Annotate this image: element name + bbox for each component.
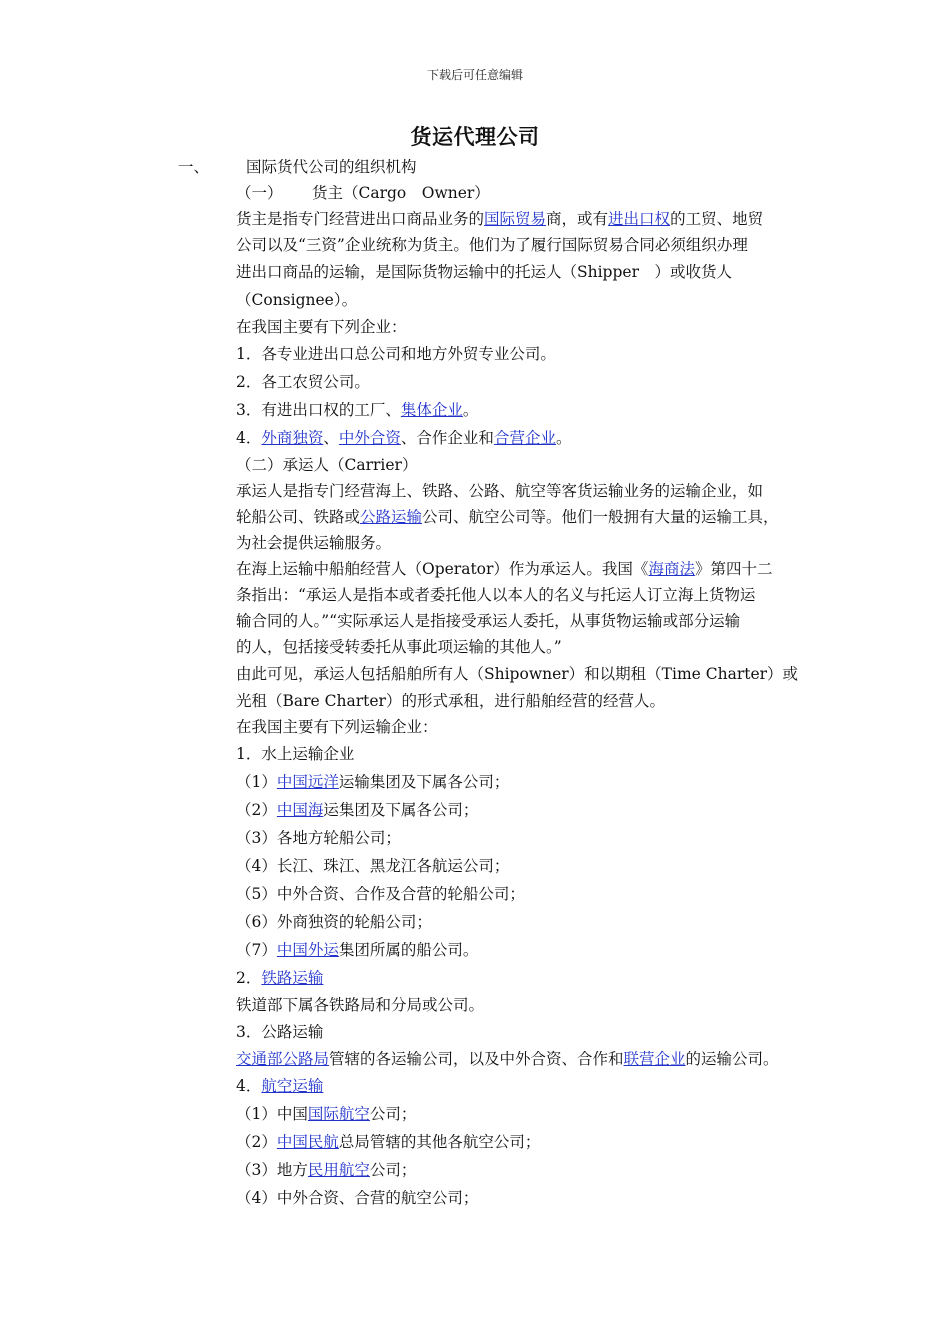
- link-international-airline[interactable]: 国际航空: [307, 1105, 370, 1123]
- text-span: 、合作企业和: [400, 429, 494, 447]
- paragraph-4-line-1: 由此可见，承运人包括船舶所有人（Shipowner）和以期租（Time Charter）或: [236, 665, 799, 683]
- document-title: 货运代理公司: [410, 124, 540, 149]
- text-span: （2）: [236, 1133, 277, 1151]
- section-title: 国际货代公司的组织机构: [246, 158, 417, 176]
- paragraph-2-line-3: 为社会提供运输服务。: [236, 534, 392, 552]
- text-span: 4．: [236, 429, 262, 447]
- link-wholly-foreign-owned[interactable]: 外商独资: [261, 429, 324, 447]
- text-span: 集团所属的船公司。: [338, 941, 479, 959]
- page-header-note: 下载后可任意编辑: [426, 68, 523, 82]
- paragraph-1-line-1: [236, 206, 836, 232]
- list-2-water-item-7: [236, 936, 836, 964]
- paragraph-4-line-2: 光租（Bare Charter）的形式承租，进行船舶经营的经营人。: [236, 692, 665, 710]
- list-2-road-description: [236, 1046, 836, 1072]
- section-number: 一、: [178, 158, 210, 176]
- link-associated-enterprise[interactable]: 联营企业: [623, 1050, 686, 1068]
- list-2-water-item-4: （4）长江、珠江、黑龙江各航运公司；: [236, 857, 510, 875]
- link-international-trade[interactable]: 国际贸易: [484, 210, 547, 228]
- list-1-item-3: [236, 396, 836, 424]
- text-span: 的工贸、地贸: [670, 210, 764, 228]
- list-2-air-heading: [236, 1072, 836, 1100]
- text-span: 公司；: [369, 1161, 417, 1179]
- text-span: 货主是指专门经营进出口商品业务的: [236, 210, 485, 228]
- paragraph-3-line-2: 条指出：“承运人是指本或者委托他人以本人的名义与托运人订立海上货物运: [236, 586, 756, 604]
- text-span: 管辖的各运输公司，以及中外合资、合作和: [329, 1050, 624, 1068]
- subsection-heading-1: [236, 180, 836, 206]
- paragraph-3-line-4: 的人，包括接受转委托从事此项运输的其他人。”: [236, 638, 562, 656]
- list-2-air-item-4: （4）中外合资、合营的航空公司；: [236, 1189, 479, 1207]
- text-span: 、: [323, 429, 339, 447]
- list-2-air-item-3: [236, 1156, 836, 1184]
- link-collective-enterprise[interactable]: 集体企业: [400, 401, 463, 419]
- paragraph-3-line-3: 输合同的人。”“实际承运人是指接受承运人委托，从事货物运输或部分运输: [236, 612, 741, 630]
- list-2-road-heading: 3．公路运输: [236, 1023, 324, 1041]
- list-2-water-item-3: （3）各地方轮船公司；: [236, 829, 401, 847]
- document-body: [178, 154, 836, 1212]
- list-2-intro: 在我国主要有下列运输企业：: [236, 718, 438, 736]
- link-sinotrans[interactable]: 中国外运: [276, 941, 339, 959]
- text-span: 》第四十二: [694, 560, 773, 578]
- text-span: 2．: [236, 969, 262, 987]
- text-span: 4．: [236, 1077, 262, 1095]
- list-2-air-item-1: [236, 1100, 836, 1128]
- list-2-air-item-2: [236, 1128, 836, 1156]
- text-span: 公司；: [369, 1105, 417, 1123]
- list-2-water-item-6: （6）外商独资的轮船公司；: [236, 913, 432, 931]
- link-import-export-right[interactable]: 进出口权: [608, 210, 671, 228]
- link-sino-foreign-joint-venture[interactable]: 中外合资: [338, 429, 401, 447]
- link-civil-aviation[interactable]: 民用航空: [307, 1161, 370, 1179]
- text-span: 。: [462, 401, 479, 419]
- text-span: 公司、航空公司等。他们一般拥有大量的运输工具，: [422, 508, 779, 526]
- paragraph-2-line-2: [236, 504, 836, 530]
- paragraph-2-line-1: 承运人是指专门经营海上、铁路、公路、航空等客货运输业务的运输企业，如: [236, 482, 764, 500]
- text-span: 商，或有: [546, 210, 609, 228]
- paragraph-1-line-2: 公司以及“三资”企业统称为货主。他们为了履行国际贸易合同必须组织办理: [236, 236, 748, 254]
- list-2-rail-description: 铁道部下属各铁路局和分局或公司。: [236, 996, 485, 1014]
- text-span: （1）中国: [236, 1105, 308, 1123]
- paragraph-1-line-4: （Consignee）。: [236, 291, 358, 309]
- link-railway-transport[interactable]: 铁路运输: [261, 969, 324, 987]
- text-span: 的运输公司。: [685, 1050, 779, 1068]
- link-caac[interactable]: 中国民航: [276, 1133, 339, 1151]
- link-air-transport[interactable]: 航空运输: [261, 1077, 324, 1095]
- subsection-title: 货主（Cargo Owner）: [312, 184, 490, 202]
- link-road-transport[interactable]: 公路运输: [360, 508, 423, 526]
- link-china-shipping[interactable]: 中国海: [276, 801, 324, 819]
- text-span: 总局管辖的其他各航空公司；: [338, 1133, 541, 1151]
- text-span: （1）: [236, 773, 277, 791]
- list-1-item-2: 2．各工农贸公司。: [236, 373, 370, 391]
- text-span: （7）: [236, 941, 277, 959]
- list-1-item-4: [236, 424, 836, 452]
- list-1-item-1: 1．各专业进出口总公司和地方外贸专业公司。: [236, 345, 556, 363]
- text-span: 3．有进出口权的工厂、: [236, 401, 401, 419]
- list-2-water-item-2: [236, 796, 836, 824]
- list-2-water-item-1: [236, 768, 836, 796]
- text-span: （3）地方: [236, 1161, 308, 1179]
- subsection-heading-2: （二）承运人（Carrier）: [236, 456, 418, 474]
- text-span: 运输集团及下属各公司；: [338, 773, 510, 791]
- link-maritime-code[interactable]: 海商法: [648, 560, 695, 578]
- list-2-water-item-5: （5）中外合资、合作及合营的轮船公司；: [236, 885, 525, 903]
- list-2-rail-heading: [236, 964, 836, 992]
- text-span: 在海上运输中船舶经营人（Operator）作为承运人。我国《: [236, 560, 649, 578]
- list-1-intro: 在我国主要有下列企业：: [236, 318, 407, 336]
- link-china-cosco[interactable]: 中国远洋: [276, 773, 339, 791]
- text-span: （2）: [236, 801, 277, 819]
- list-2-water-heading: 1．水上运输企业: [236, 745, 355, 763]
- text-span: 轮船公司、铁路或: [236, 508, 361, 526]
- subsection-number: （一）: [236, 184, 283, 202]
- link-highway-bureau[interactable]: 交通部公路局: [236, 1050, 330, 1068]
- text-span: 运集团及下属各公司；: [323, 801, 479, 819]
- link-joint-venture-enterprise[interactable]: 合营企业: [493, 429, 556, 447]
- section-heading-1: [178, 154, 836, 180]
- paragraph-1-line-3: 进出口商品的运输，是国际货物运输中的托运人（Shipper ）或收货人: [236, 263, 732, 281]
- text-span: 。: [555, 429, 572, 447]
- paragraph-3-line-1: [236, 556, 836, 582]
